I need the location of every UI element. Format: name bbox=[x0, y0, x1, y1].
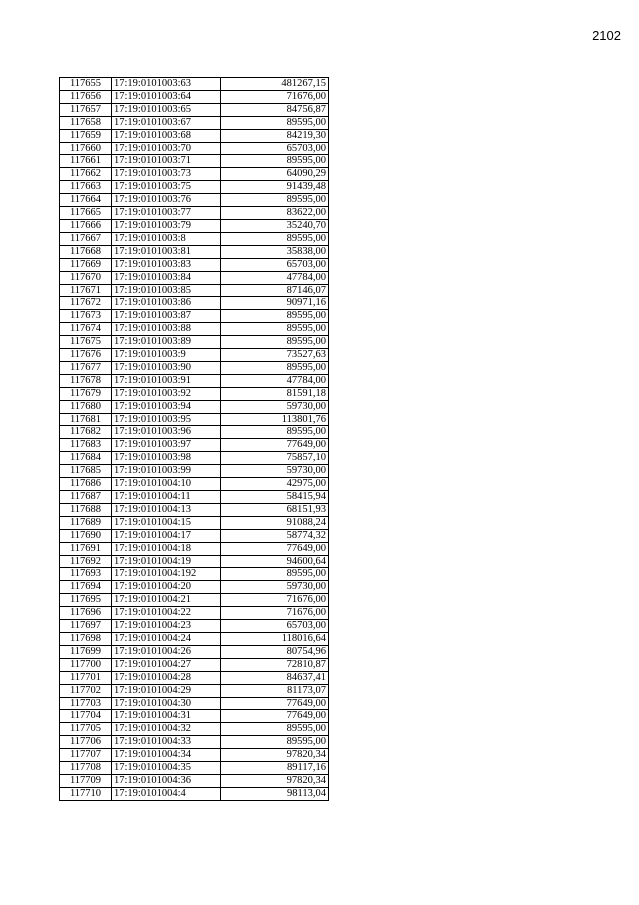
row-id-cell: 117709 bbox=[60, 774, 112, 787]
cadastral-number-cell: 17:19:0101003:90 bbox=[112, 361, 221, 374]
row-id-cell: 117703 bbox=[60, 697, 112, 710]
table-row bbox=[60, 413, 329, 426]
table-row bbox=[60, 491, 329, 504]
row-id-cell: 117691 bbox=[60, 542, 112, 555]
table-row bbox=[60, 632, 329, 645]
row-id-cell: 117690 bbox=[60, 529, 112, 542]
cadastral-number-cell: 17:19:0101003:91 bbox=[112, 374, 221, 387]
cadastral-number-cell: 17:19:0101003:76 bbox=[112, 194, 221, 207]
value-cell: 113801,76 bbox=[221, 413, 329, 426]
row-id-cell: 117697 bbox=[60, 620, 112, 633]
cadastral-number-cell: 17:19:0101004:27 bbox=[112, 658, 221, 671]
cadastral-number-cell: 17:19:0101004:21 bbox=[112, 594, 221, 607]
cadastral-number-cell: 17:19:0101003:99 bbox=[112, 465, 221, 478]
row-id-cell: 117708 bbox=[60, 762, 112, 775]
value-cell: 89595,00 bbox=[221, 232, 329, 245]
cadastral-number-cell: 17:19:0101004:11 bbox=[112, 491, 221, 504]
cadastral-number-cell: 17:19:0101003:81 bbox=[112, 245, 221, 258]
value-cell: 77649,00 bbox=[221, 439, 329, 452]
cadastral-number-cell: 17:19:0101003:86 bbox=[112, 297, 221, 310]
row-id-cell: 117664 bbox=[60, 194, 112, 207]
value-cell: 90971,16 bbox=[221, 297, 329, 310]
table-row bbox=[60, 465, 329, 478]
value-cell: 89595,00 bbox=[221, 336, 329, 349]
table-row bbox=[60, 555, 329, 568]
cadastral-number-cell: 17:19:0101004:30 bbox=[112, 697, 221, 710]
value-cell: 97820,34 bbox=[221, 774, 329, 787]
cadastral-number-cell: 17:19:0101003:79 bbox=[112, 219, 221, 232]
row-id-cell: 117699 bbox=[60, 645, 112, 658]
value-cell: 58774,32 bbox=[221, 529, 329, 542]
row-id-cell: 117660 bbox=[60, 142, 112, 155]
table-row bbox=[60, 387, 329, 400]
cadastral-number-cell: 17:19:0101003:68 bbox=[112, 129, 221, 142]
table-row bbox=[60, 349, 329, 362]
row-id-cell: 117673 bbox=[60, 310, 112, 323]
cadastral-number-cell: 17:19:0101004:34 bbox=[112, 749, 221, 762]
row-id-cell: 117710 bbox=[60, 787, 112, 800]
row-id-cell: 117687 bbox=[60, 491, 112, 504]
cadastral-number-cell: 17:19:0101004:13 bbox=[112, 503, 221, 516]
table-row bbox=[60, 749, 329, 762]
value-cell: 35838,00 bbox=[221, 245, 329, 258]
value-cell: 65703,00 bbox=[221, 258, 329, 271]
table-row bbox=[60, 658, 329, 671]
cadastral-number-cell: 17:19:0101004:35 bbox=[112, 762, 221, 775]
value-cell: 89595,00 bbox=[221, 310, 329, 323]
value-cell: 94600,64 bbox=[221, 555, 329, 568]
cadastral-number-cell: 17:19:0101004:192 bbox=[112, 568, 221, 581]
cadastral-number-cell: 17:19:0101004:22 bbox=[112, 607, 221, 620]
cadastral-number-cell: 17:19:0101004:20 bbox=[112, 581, 221, 594]
row-id-cell: 117680 bbox=[60, 400, 112, 413]
value-cell: 77649,00 bbox=[221, 697, 329, 710]
row-id-cell: 117671 bbox=[60, 284, 112, 297]
value-cell: 71676,00 bbox=[221, 607, 329, 620]
cadastral-number-cell: 17:19:0101004:19 bbox=[112, 555, 221, 568]
row-id-cell: 117685 bbox=[60, 465, 112, 478]
table-row bbox=[60, 103, 329, 116]
table-row bbox=[60, 142, 329, 155]
row-id-cell: 117678 bbox=[60, 374, 112, 387]
value-cell: 35240,70 bbox=[221, 219, 329, 232]
table-row bbox=[60, 581, 329, 594]
table-row bbox=[60, 155, 329, 168]
value-cell: 84637,41 bbox=[221, 671, 329, 684]
value-cell: 89595,00 bbox=[221, 155, 329, 168]
table-row bbox=[60, 594, 329, 607]
cadastral-number-cell: 17:19:0101003:64 bbox=[112, 90, 221, 103]
table-row bbox=[60, 439, 329, 452]
value-cell: 75857,10 bbox=[221, 452, 329, 465]
cadastral-number-cell: 17:19:0101003:63 bbox=[112, 78, 221, 91]
value-cell: 89595,00 bbox=[221, 194, 329, 207]
cadastral-number-cell: 17:19:0101004:36 bbox=[112, 774, 221, 787]
table-row bbox=[60, 336, 329, 349]
table-row bbox=[60, 542, 329, 555]
row-id-cell: 117668 bbox=[60, 245, 112, 258]
value-cell: 89595,00 bbox=[221, 323, 329, 336]
table-row bbox=[60, 503, 329, 516]
cadastral-number-cell: 17:19:0101004:29 bbox=[112, 684, 221, 697]
table-row bbox=[60, 426, 329, 439]
value-cell: 80754,96 bbox=[221, 645, 329, 658]
value-cell: 89595,00 bbox=[221, 723, 329, 736]
value-cell: 58415,94 bbox=[221, 491, 329, 504]
table-row bbox=[60, 697, 329, 710]
table-row bbox=[60, 400, 329, 413]
cadastral-number-cell: 17:19:0101003:65 bbox=[112, 103, 221, 116]
row-id-cell: 117656 bbox=[60, 90, 112, 103]
table-row bbox=[60, 774, 329, 787]
row-id-cell: 117672 bbox=[60, 297, 112, 310]
row-id-cell: 117667 bbox=[60, 232, 112, 245]
row-id-cell: 117702 bbox=[60, 684, 112, 697]
row-id-cell: 117675 bbox=[60, 336, 112, 349]
row-id-cell: 117661 bbox=[60, 155, 112, 168]
row-id-cell: 117704 bbox=[60, 710, 112, 723]
cadastral-number-cell: 17:19:0101004:28 bbox=[112, 671, 221, 684]
row-id-cell: 117657 bbox=[60, 103, 112, 116]
value-cell: 73527,63 bbox=[221, 349, 329, 362]
registry-table bbox=[59, 77, 329, 801]
cadastral-number-cell: 17:19:0101004:26 bbox=[112, 645, 221, 658]
value-cell: 89117,16 bbox=[221, 762, 329, 775]
cadastral-number-cell: 17:19:0101003:88 bbox=[112, 323, 221, 336]
cadastral-number-cell: 17:19:0101004:32 bbox=[112, 723, 221, 736]
value-cell: 64090,29 bbox=[221, 168, 329, 181]
table-row bbox=[60, 90, 329, 103]
table-row bbox=[60, 568, 329, 581]
row-id-cell: 117689 bbox=[60, 516, 112, 529]
cadastral-number-cell: 17:19:0101004:31 bbox=[112, 710, 221, 723]
cadastral-number-cell: 17:19:0101004:33 bbox=[112, 736, 221, 749]
cadastral-number-cell: 17:19:0101004:23 bbox=[112, 620, 221, 633]
table-row bbox=[60, 607, 329, 620]
row-id-cell: 117676 bbox=[60, 349, 112, 362]
row-id-cell: 117663 bbox=[60, 181, 112, 194]
row-id-cell: 117674 bbox=[60, 323, 112, 336]
table-row bbox=[60, 671, 329, 684]
value-cell: 89595,00 bbox=[221, 361, 329, 374]
table-row bbox=[60, 723, 329, 736]
table-row bbox=[60, 116, 329, 129]
table-row bbox=[60, 361, 329, 374]
value-cell: 47784,00 bbox=[221, 374, 329, 387]
cadastral-number-cell: 17:19:0101004:17 bbox=[112, 529, 221, 542]
table-row bbox=[60, 207, 329, 220]
cadastral-number-cell: 17:19:0101004:18 bbox=[112, 542, 221, 555]
row-id-cell: 117669 bbox=[60, 258, 112, 271]
value-cell: 59730,00 bbox=[221, 465, 329, 478]
value-cell: 81591,18 bbox=[221, 387, 329, 400]
cadastral-number-cell: 17:19:0101003:85 bbox=[112, 284, 221, 297]
row-id-cell: 117677 bbox=[60, 361, 112, 374]
row-id-cell: 117666 bbox=[60, 219, 112, 232]
cadastral-number-cell: 17:19:0101003:96 bbox=[112, 426, 221, 439]
value-cell: 59730,00 bbox=[221, 400, 329, 413]
cadastral-number-cell: 17:19:0101003:94 bbox=[112, 400, 221, 413]
value-cell: 59730,00 bbox=[221, 581, 329, 594]
row-id-cell: 117658 bbox=[60, 116, 112, 129]
row-id-cell: 117698 bbox=[60, 632, 112, 645]
cadastral-number-cell: 17:19:0101003:67 bbox=[112, 116, 221, 129]
table-row bbox=[60, 271, 329, 284]
table-row bbox=[60, 181, 329, 194]
row-id-cell: 117662 bbox=[60, 168, 112, 181]
table-row bbox=[60, 645, 329, 658]
cadastral-number-cell: 17:19:0101004:10 bbox=[112, 478, 221, 491]
row-id-cell: 117688 bbox=[60, 503, 112, 516]
value-cell: 89595,00 bbox=[221, 116, 329, 129]
cadastral-number-cell: 17:19:0101003:75 bbox=[112, 181, 221, 194]
cadastral-number-cell: 17:19:0101003:89 bbox=[112, 336, 221, 349]
table-row bbox=[60, 232, 329, 245]
cadastral-number-cell: 17:19:0101003:70 bbox=[112, 142, 221, 155]
value-cell: 97820,34 bbox=[221, 749, 329, 762]
value-cell: 81173,07 bbox=[221, 684, 329, 697]
row-id-cell: 117683 bbox=[60, 439, 112, 452]
row-id-cell: 117694 bbox=[60, 581, 112, 594]
value-cell: 84219,30 bbox=[221, 129, 329, 142]
value-cell: 65703,00 bbox=[221, 620, 329, 633]
row-id-cell: 117682 bbox=[60, 426, 112, 439]
table-row bbox=[60, 478, 329, 491]
cadastral-number-cell: 17:19:0101003:84 bbox=[112, 271, 221, 284]
value-cell: 481267,15 bbox=[221, 78, 329, 91]
value-cell: 65703,00 bbox=[221, 142, 329, 155]
value-cell: 89595,00 bbox=[221, 736, 329, 749]
value-cell: 72810,87 bbox=[221, 658, 329, 671]
table-row bbox=[60, 684, 329, 697]
row-id-cell: 117692 bbox=[60, 555, 112, 568]
row-id-cell: 117696 bbox=[60, 607, 112, 620]
row-id-cell: 117695 bbox=[60, 594, 112, 607]
table-row bbox=[60, 710, 329, 723]
row-id-cell: 117681 bbox=[60, 413, 112, 426]
value-cell: 71676,00 bbox=[221, 90, 329, 103]
row-id-cell: 117679 bbox=[60, 387, 112, 400]
table-row bbox=[60, 78, 329, 91]
row-id-cell: 117684 bbox=[60, 452, 112, 465]
value-cell: 89595,00 bbox=[221, 426, 329, 439]
value-cell: 118016,64 bbox=[221, 632, 329, 645]
cadastral-number-cell: 17:19:0101004:4 bbox=[112, 787, 221, 800]
row-id-cell: 117700 bbox=[60, 658, 112, 671]
table-row bbox=[60, 219, 329, 232]
table-row bbox=[60, 194, 329, 207]
table-row bbox=[60, 762, 329, 775]
table-row bbox=[60, 129, 329, 142]
value-cell: 84756,87 bbox=[221, 103, 329, 116]
row-id-cell: 117670 bbox=[60, 271, 112, 284]
row-id-cell: 117701 bbox=[60, 671, 112, 684]
table-row bbox=[60, 452, 329, 465]
value-cell: 77649,00 bbox=[221, 710, 329, 723]
table-row bbox=[60, 297, 329, 310]
cadastral-number-cell: 17:19:0101003:71 bbox=[112, 155, 221, 168]
cadastral-number-cell: 17:19:0101003:92 bbox=[112, 387, 221, 400]
value-cell: 83622,00 bbox=[221, 207, 329, 220]
value-cell: 42975,00 bbox=[221, 478, 329, 491]
cadastral-number-cell: 17:19:0101003:97 bbox=[112, 439, 221, 452]
table-row bbox=[60, 258, 329, 271]
cadastral-number-cell: 17:19:0101003:87 bbox=[112, 310, 221, 323]
table-row bbox=[60, 284, 329, 297]
cadastral-number-cell: 17:19:0101003:77 bbox=[112, 207, 221, 220]
value-cell: 91088,24 bbox=[221, 516, 329, 529]
cadastral-number-cell: 17:19:0101003:73 bbox=[112, 168, 221, 181]
row-id-cell: 117693 bbox=[60, 568, 112, 581]
value-cell: 89595,00 bbox=[221, 568, 329, 581]
value-cell: 98113,04 bbox=[221, 787, 329, 800]
table-row bbox=[60, 516, 329, 529]
cadastral-number-cell: 17:19:0101003:8 bbox=[112, 232, 221, 245]
registry-table-body bbox=[60, 78, 329, 801]
cadastral-number-cell: 17:19:0101003:83 bbox=[112, 258, 221, 271]
row-id-cell: 117659 bbox=[60, 129, 112, 142]
value-cell: 91439,48 bbox=[221, 181, 329, 194]
row-id-cell: 117686 bbox=[60, 478, 112, 491]
value-cell: 71676,00 bbox=[221, 594, 329, 607]
table-row bbox=[60, 310, 329, 323]
cadastral-number-cell: 17:19:0101003:95 bbox=[112, 413, 221, 426]
table-row bbox=[60, 787, 329, 800]
cadastral-number-cell: 17:19:0101004:15 bbox=[112, 516, 221, 529]
table-row bbox=[60, 529, 329, 542]
table-row bbox=[60, 323, 329, 336]
cadastral-number-cell: 17:19:0101004:24 bbox=[112, 632, 221, 645]
table-row bbox=[60, 736, 329, 749]
value-cell: 77649,00 bbox=[221, 542, 329, 555]
cadastral-number-cell: 17:19:0101003:9 bbox=[112, 349, 221, 362]
page-number: 2102 bbox=[592, 28, 621, 43]
value-cell: 47784,00 bbox=[221, 271, 329, 284]
table-row bbox=[60, 620, 329, 633]
cadastral-number-cell: 17:19:0101003:98 bbox=[112, 452, 221, 465]
table-row bbox=[60, 374, 329, 387]
row-id-cell: 117707 bbox=[60, 749, 112, 762]
table-row bbox=[60, 245, 329, 258]
table-row bbox=[60, 168, 329, 181]
row-id-cell: 117655 bbox=[60, 78, 112, 91]
value-cell: 87146,07 bbox=[221, 284, 329, 297]
row-id-cell: 117705 bbox=[60, 723, 112, 736]
row-id-cell: 117706 bbox=[60, 736, 112, 749]
row-id-cell: 117665 bbox=[60, 207, 112, 220]
value-cell: 68151,93 bbox=[221, 503, 329, 516]
